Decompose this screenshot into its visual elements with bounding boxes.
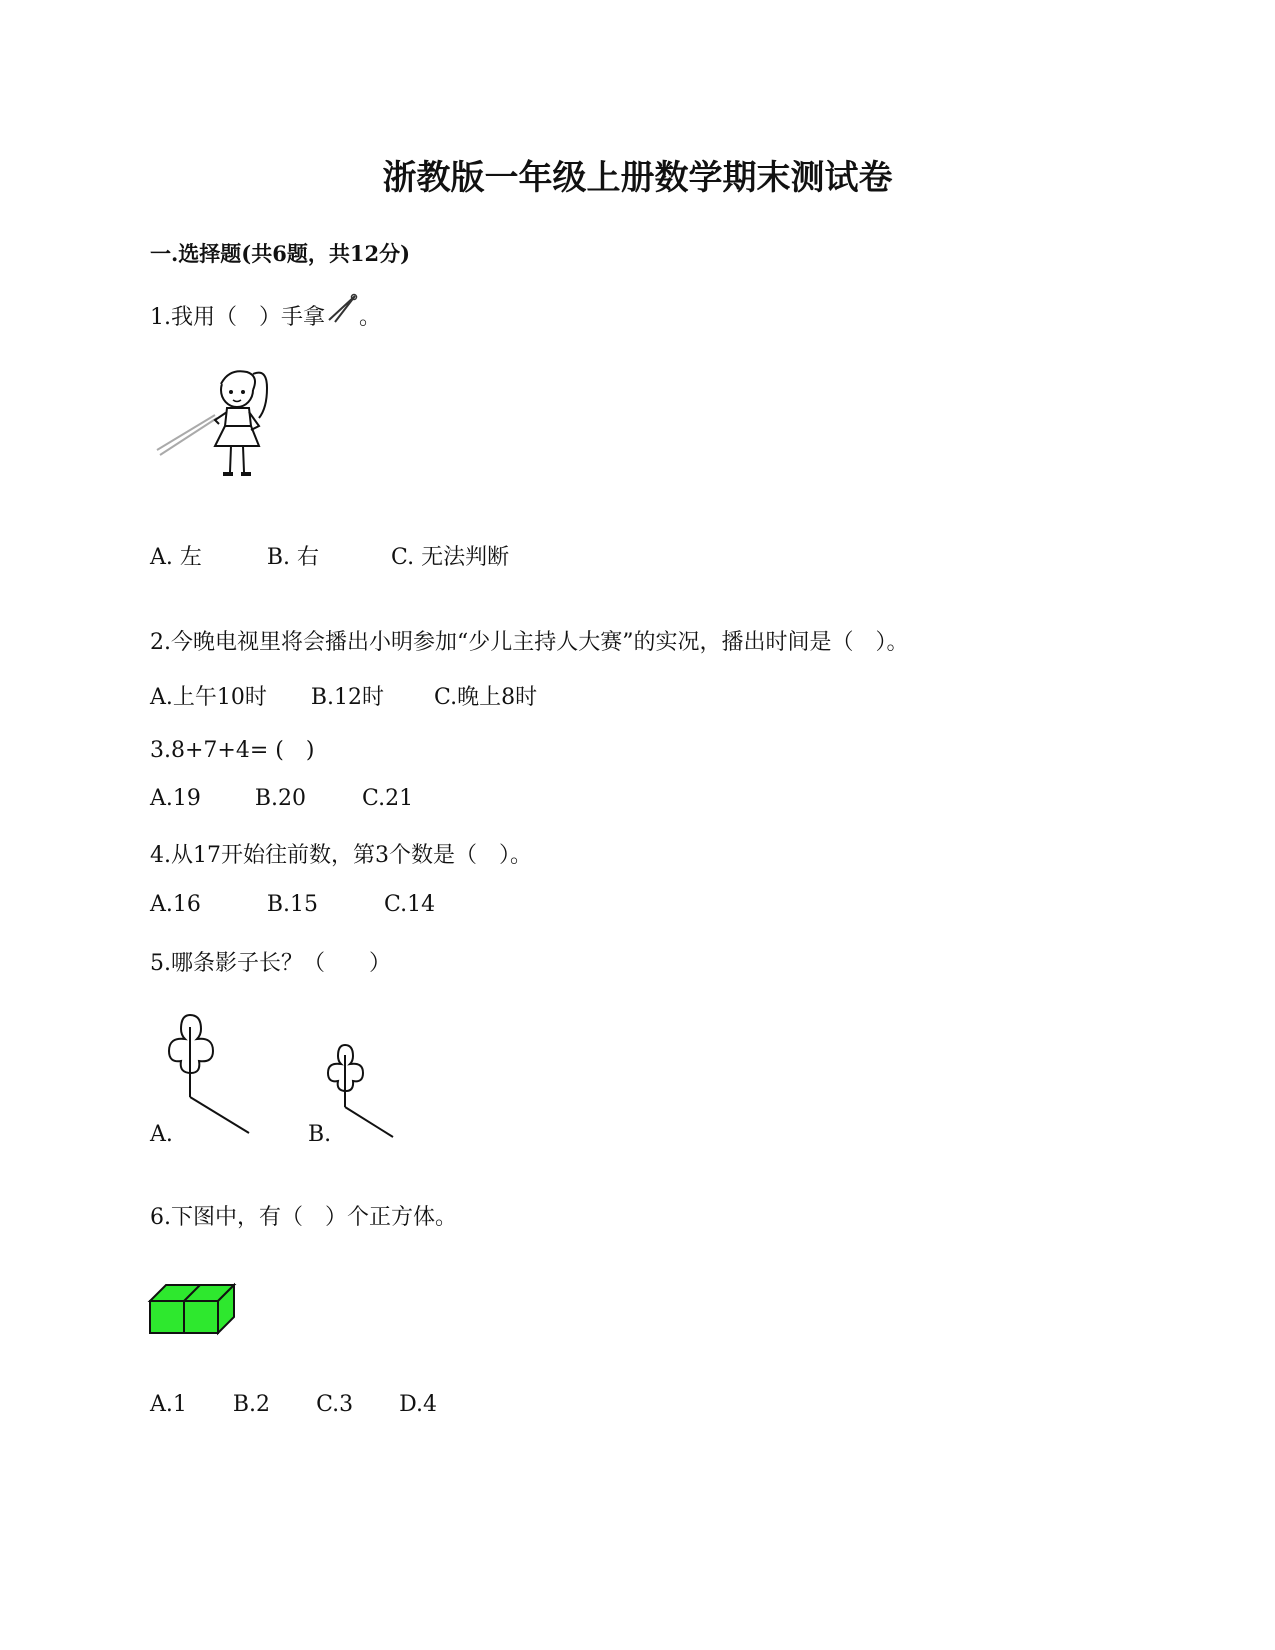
question-1-text: 1.我用（ ）手拿	[150, 305, 325, 330]
option-b[interactable]: B.20	[254, 786, 307, 811]
tree-shadow-b-image	[325, 1045, 425, 1165]
page-title: 浙教版一年级上册数学期末测试卷	[382, 158, 893, 198]
option-c[interactable]: C.14	[384, 892, 436, 917]
option-c[interactable]: C.21	[362, 786, 414, 811]
option-a[interactable]: A.19	[150, 786, 201, 811]
section-heading: 一.选择题(共6题，共12分)	[150, 241, 411, 266]
option-b[interactable]: B.2	[232, 1392, 271, 1417]
question-4-options	[150, 892, 487, 917]
question-1-options	[150, 540, 561, 571]
question-1	[150, 300, 381, 331]
question-2-text: 2.今晚电视里将会播出小明参加“少儿主持人大赛”的实况，播出时间是（ ）。	[150, 630, 909, 655]
question-5-text: 5.哪条影子长？（ ）	[150, 951, 391, 976]
tree-shadow-a-image	[165, 1015, 265, 1155]
girl-with-tweezers-image	[155, 360, 285, 490]
question-4-text: 4.从17开始往前数，第3个数是（ ）。	[150, 843, 532, 868]
question-1-end: 。	[359, 305, 382, 330]
question-3-options	[150, 786, 465, 811]
question-6-text: 6.下图中，有（ ）个正方体。	[150, 1205, 457, 1230]
green-cubes-image	[148, 1283, 248, 1343]
question-5-option-a[interactable]: A.	[150, 1122, 173, 1147]
option-a[interactable]: A.1	[150, 1392, 187, 1417]
question-3-text: 3.8+7+4= ( )	[150, 738, 315, 763]
option-c[interactable]: C.晚上8时	[434, 685, 538, 710]
option-a[interactable]: A. 左	[150, 545, 202, 570]
option-c[interactable]: C. 无法判断	[391, 545, 510, 570]
option-a[interactable]: A.上午10时	[150, 685, 267, 710]
question-2-options	[150, 680, 589, 711]
question-6-options	[150, 1392, 489, 1417]
option-a[interactable]: A.16	[150, 892, 201, 917]
question-5-option-b[interactable]: B.	[308, 1122, 332, 1147]
option-b[interactable]: B. 右	[266, 545, 320, 570]
option-c[interactable]: C.3	[316, 1392, 354, 1417]
option-b[interactable]: B.15	[266, 892, 319, 917]
tweezers-inline-icon	[325, 300, 359, 326]
option-d[interactable]: D.4	[399, 1392, 437, 1417]
option-b[interactable]: B.12时	[310, 685, 385, 710]
